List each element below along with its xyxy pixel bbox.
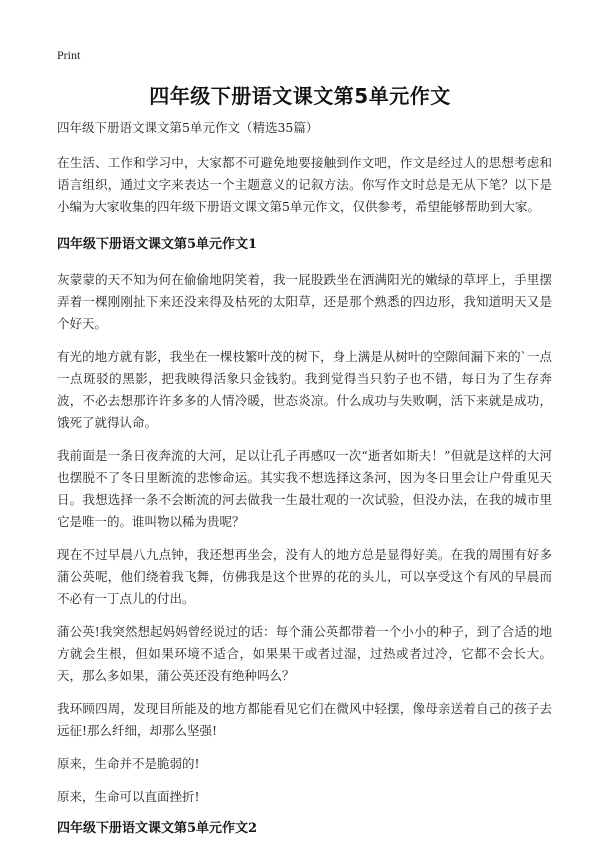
essay-paragraph: 灰蒙蒙的天不知为何在偷偷地阴笑着，我一屁股跌坐在洒满阳光的嫩绿的草坪上，手里摆弄着一棵刚刚扯下来还没来得及枯死的太阳草，还是那个熟悉的四边形，我知道明天又是个好天。 bbox=[57, 272, 552, 331]
essay-paragraph: 我环顾四周，发现目所能及的地方都能看见它们在微风中轻摆，像母亲送着自己的孩子去远征!那么纤细，却那么坚强! bbox=[57, 701, 552, 738]
essay-paragraph: 原来，生命可以直面挫折! bbox=[57, 789, 200, 804]
essay-paragraph: 有光的地方就有影，我坐在一棵枝繁叶茂的树下，身上满是从树叶的空隙间漏下来的`一点一点斑驳的黑影，把我映得活象只金钱豹。我到觉得当只豹子也不错，每日为了生存奔波，不必去想那许许多多的人情冷暖，世态炎凉。什么成功与失败啊，活下来就是成功，饿死了就得认命。 bbox=[57, 349, 552, 430]
essay-paragraph: 蒲公英!我突然想起妈妈曾经说过的话：每个蒲公英都带着一个小小的种子，到了合适的地方就会生根，但如果环境不适合，如果果干或者过湿，过热或者过冷，它都不会长大。天，那么多如果，蒲公英还没有绝种吗么？ bbox=[57, 624, 552, 683]
essay-paragraph: 我前面是一条日夜奔流的大河，足以让孔子再感叹一次“逝者如斯夫！”但就是这样的大河也摆脱不了冬日里断流的悲惨命运。其实我不想选择这条河，因为冬日里会让户骨重见天日。我想选择一条不会断流的河去做我一生最壮观的一次试验，但没办法，在我的城市里它是唯一的。谁叫物以稀为贵呢？ bbox=[57, 448, 552, 529]
intro-paragraph: 在生活、工作和学习中，大家都不可避免地要接触到作文吧，作文是经过人的思想考虑和语言组织，通过文字来表达一个主题意义的记叙方法。你写作文时总是无从下笔？以下是小编为大家收集的四年级下册语文课文第5单元作文，仅供参考，希望能够帮助到大家。 bbox=[57, 155, 552, 214]
print-link[interactable]: Print bbox=[57, 48, 81, 62]
section-heading-2: 四年级下册语文课文第5单元作文2 bbox=[57, 821, 258, 836]
article-body bbox=[57, 118, 552, 853]
page-title: 四年级下册语文课文第5单元作文 bbox=[149, 84, 451, 108]
essay-paragraph: 现在不过早晨八九点钟，我还想再坐会，没有人的地方总是显得好美。在我的周围有好多蒲公英呢，他们绕着我飞舞，仿佛我是这个世界的花的头儿，可以享受这个有风的早晨而不必有一丁点儿的付出。 bbox=[57, 547, 552, 606]
article-subtitle: 四年级下册语文课文第5单元作文（精选35篇） bbox=[57, 120, 319, 135]
essay-paragraph: 原来，生命并不是脆弱的! bbox=[57, 756, 200, 771]
section-heading-1: 四年级下册语文课文第5单元作文1 bbox=[57, 237, 258, 252]
